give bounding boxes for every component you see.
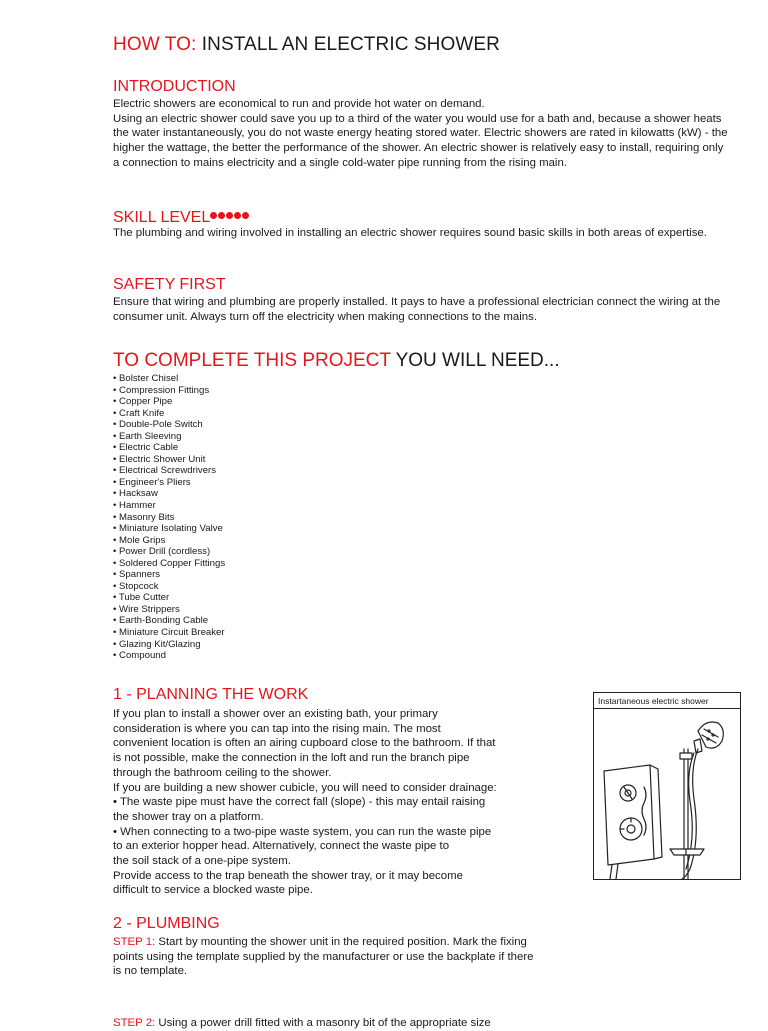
safety-first-heading: SAFETY FIRST — [113, 276, 226, 293]
skill-dot — [226, 212, 233, 219]
electric-shower-illustration — [594, 709, 740, 879]
tool-item: • Copper Pipe — [113, 396, 173, 408]
planning-line: consideration is where you can tap into the rising main. The most — [113, 722, 441, 735]
planning-line: • When connecting to a two-pipe waste system, you can run the waste pipe — [113, 825, 492, 838]
planning-line: If you plan to install a shower over an existing bath, your primary — [113, 708, 438, 720]
tool-item: • Power Drill (cordless) — [113, 546, 211, 558]
planning-text — [113, 707, 583, 898]
project-heading — [113, 350, 560, 372]
safety-first-text: Ensure that wiring and plumbing are properly installed. It pays to have a professional electrician connect the wiring at the consumer unit. Always turn off the electricity when making connections to the mains. — [113, 296, 721, 323]
planning-line: • The waste pipe must have the correct fall (slope) - this may entail raising — [113, 796, 486, 809]
planning-line: through the bathroom ceiling to the shower. — [113, 766, 332, 779]
tool-item: • Spanners — [113, 569, 161, 581]
tool-item: • Miniature Circuit Breaker — [113, 627, 225, 639]
tool-item: • Hammer — [113, 500, 156, 512]
tool-item: • Miniature Isolating Valve — [113, 523, 223, 535]
introduction-paragraph-2: Using an electric shower could save you up to a third of the water you would use for a bath and, because a shower heats the water instantaneously, you do not waste energy heating stored water. Electric showers are rated in kilowatts (kW) - the higher the wattage, the better the performance of the shower. An electric shower is relatively easy to install, requiring only a connection to mains electricity and a single cold-water pipe running from the rising main. — [113, 112, 728, 169]
step-2-body: Using a power drill fitted with a masonry bit of the appropriate size — [155, 1017, 491, 1029]
tool-item: • Electric Cable — [113, 442, 179, 454]
tool-item: • Tube Cutter — [113, 592, 170, 604]
skill-dot — [234, 212, 241, 219]
planning-line: the shower tray on a platform. — [113, 810, 264, 823]
tool-item: • Masonry Bits — [113, 511, 175, 523]
planning-line: the soil stack of a one-pipe system. — [113, 855, 291, 868]
tool-item: • Earth-Bonding Cable — [113, 615, 209, 627]
step-1-body: Start by mounting the shower unit in the required position. Mark the fixing points using the template supplied by the manufacturer or use the backplate if there is no template. — [113, 936, 534, 978]
step-1-text — [113, 935, 543, 979]
tools-list — [113, 373, 225, 662]
tool-item: • Engineer's Pliers — [113, 476, 191, 488]
planning-line: difficult to service a blocked waste pipe. — [113, 884, 313, 897]
skill-dot — [210, 212, 217, 219]
tool-item: • Double-Pole Switch — [113, 419, 203, 431]
introduction-text — [113, 97, 731, 171]
planning-line: to an exterior hopper head. Alternatively, connect the waste pipe to — [113, 840, 450, 853]
skill-level-text: The plumbing and wiring involved in installing an electric shower requires sound basic skills in both areas of expertise. — [113, 227, 707, 239]
tool-item: • Earth Sleeving — [113, 430, 182, 442]
step-1-label: STEP 1: — [113, 936, 156, 948]
tool-item: • Wire Strippers — [113, 603, 180, 615]
tool-item: • Compression Fittings — [113, 384, 210, 396]
plumbing-heading: 2 - PLUMBING — [113, 915, 220, 932]
tool-item: • Mole Grips — [113, 534, 166, 546]
figure-caption: Instartaneous electric shower — [594, 693, 740, 709]
introduction-heading: INTRODUCTION — [113, 78, 236, 95]
tool-item: • Electric Shower Unit — [113, 453, 206, 465]
shower-illustration-figure — [593, 692, 741, 880]
step-2-text — [113, 1016, 553, 1031]
tool-item: • Craft Knife — [113, 407, 165, 419]
project-heading-red: TO COMPLETE THIS PROJECT — [113, 350, 391, 371]
project-heading-black: YOU WILL NEED... — [395, 350, 560, 371]
planning-line: convenient location is often an airing cupboard close to the bathroom. If that — [113, 737, 496, 750]
page-title — [113, 34, 500, 56]
skill-dot — [242, 212, 249, 219]
planning-line: If you are building a new shower cubicle, you will need to consider drainage: — [113, 781, 497, 794]
skill-level-heading — [113, 206, 250, 227]
tool-item: • Electrical Screwdrivers — [113, 465, 217, 477]
tool-item: • Glazing Kit/Glazing — [113, 638, 201, 650]
planning-line: Provide access to the trap beneath the shower tray, or it may become — [113, 869, 463, 882]
skill-level-label: SKILL LEVEL — [113, 209, 211, 226]
tool-item: • Soldered Copper Fittings — [113, 557, 226, 569]
skill-dot — [218, 212, 225, 219]
skill-rating-dots — [210, 206, 250, 224]
tool-item: • Stopcock — [113, 580, 159, 592]
tool-item: • Bolster Chisel — [113, 373, 179, 384]
introduction-paragraph-1: Electric showers are economical to run and provide hot water on demand. — [113, 98, 485, 110]
tool-item: • Compound — [113, 650, 166, 662]
planning-heading: 1 - PLANNING THE WORK — [113, 686, 309, 703]
planning-line: is not possible, make the connection in the loft and run the branch pipe — [113, 752, 470, 765]
tool-item: • Hacksaw — [113, 488, 158, 500]
title-prefix: HOW TO: — [113, 34, 197, 55]
title-main: INSTALL AN ELECTRIC SHOWER — [201, 34, 500, 55]
step-2-label: STEP 2: — [113, 1017, 156, 1029]
